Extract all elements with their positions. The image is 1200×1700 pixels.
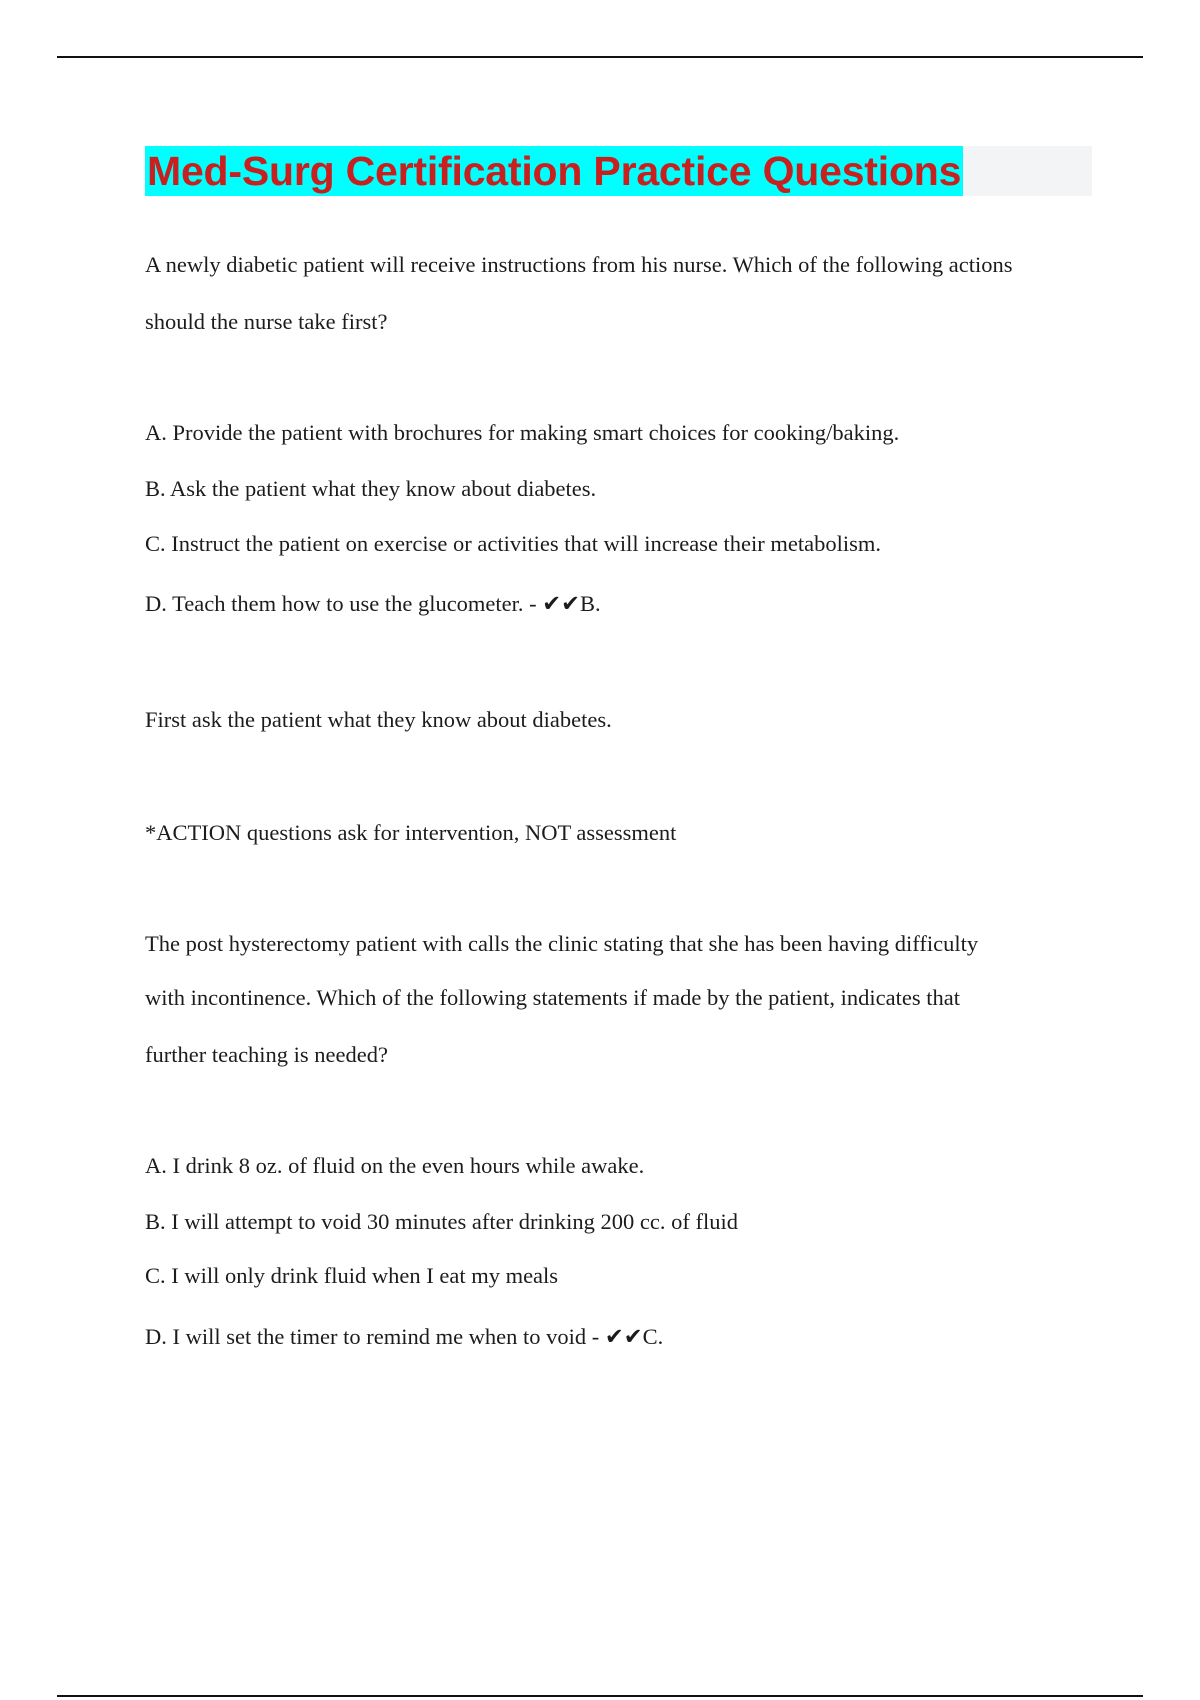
question-2-option-d-answer: D. I will set the timer to remind me when to void - ✔✔C. [145, 1324, 664, 1349]
question-2-option-a: A. I drink 8 oz. of fluid on the even hours while awake. [145, 1153, 645, 1178]
question-1-option-b: B. Ask the patient what they know about diabetes. [145, 476, 597, 501]
question-1-stem-line-1: A newly diabetic patient will receive instructions from his nurse. Which of the following actions [145, 252, 1013, 277]
question-2-stem-line-2: with incontinence. Which of the following statements if made by the patient, indicates that [145, 985, 960, 1010]
question-1-option-c: C. Instruct the patient on exercise or activities that will increase their metabolism. [145, 531, 882, 556]
question-1-stem-line-2: should the nurse take first? [145, 309, 388, 334]
footer-rule [57, 1695, 1143, 1697]
page-title: Med-Surg Certification Practice Questions [147, 148, 962, 194]
question-2-stem-line-3: further teaching is needed? [145, 1042, 389, 1067]
question-2-option-b: B. I will attempt to void 30 minutes after drinking 200 cc. of fluid [145, 1209, 739, 1234]
question-1-rationale: First ask the patient what they know about diabetes. [145, 707, 612, 732]
header-rule [57, 56, 1143, 58]
question-2-stem-line-1: The post hysterectomy patient with calls the clinic stating that she has been having difficulty [145, 931, 979, 956]
question-1-option-a: A. Provide the patient with brochures for making smart choices for cooking/baking. [145, 420, 900, 445]
question-1-note: *ACTION questions ask for intervention, NOT assessment [145, 820, 677, 845]
question-2-option-c: C. I will only drink fluid when I eat my meals [145, 1263, 559, 1288]
question-1-option-d-answer: D. Teach them how to use the glucometer. - ✔✔B. [145, 591, 601, 616]
